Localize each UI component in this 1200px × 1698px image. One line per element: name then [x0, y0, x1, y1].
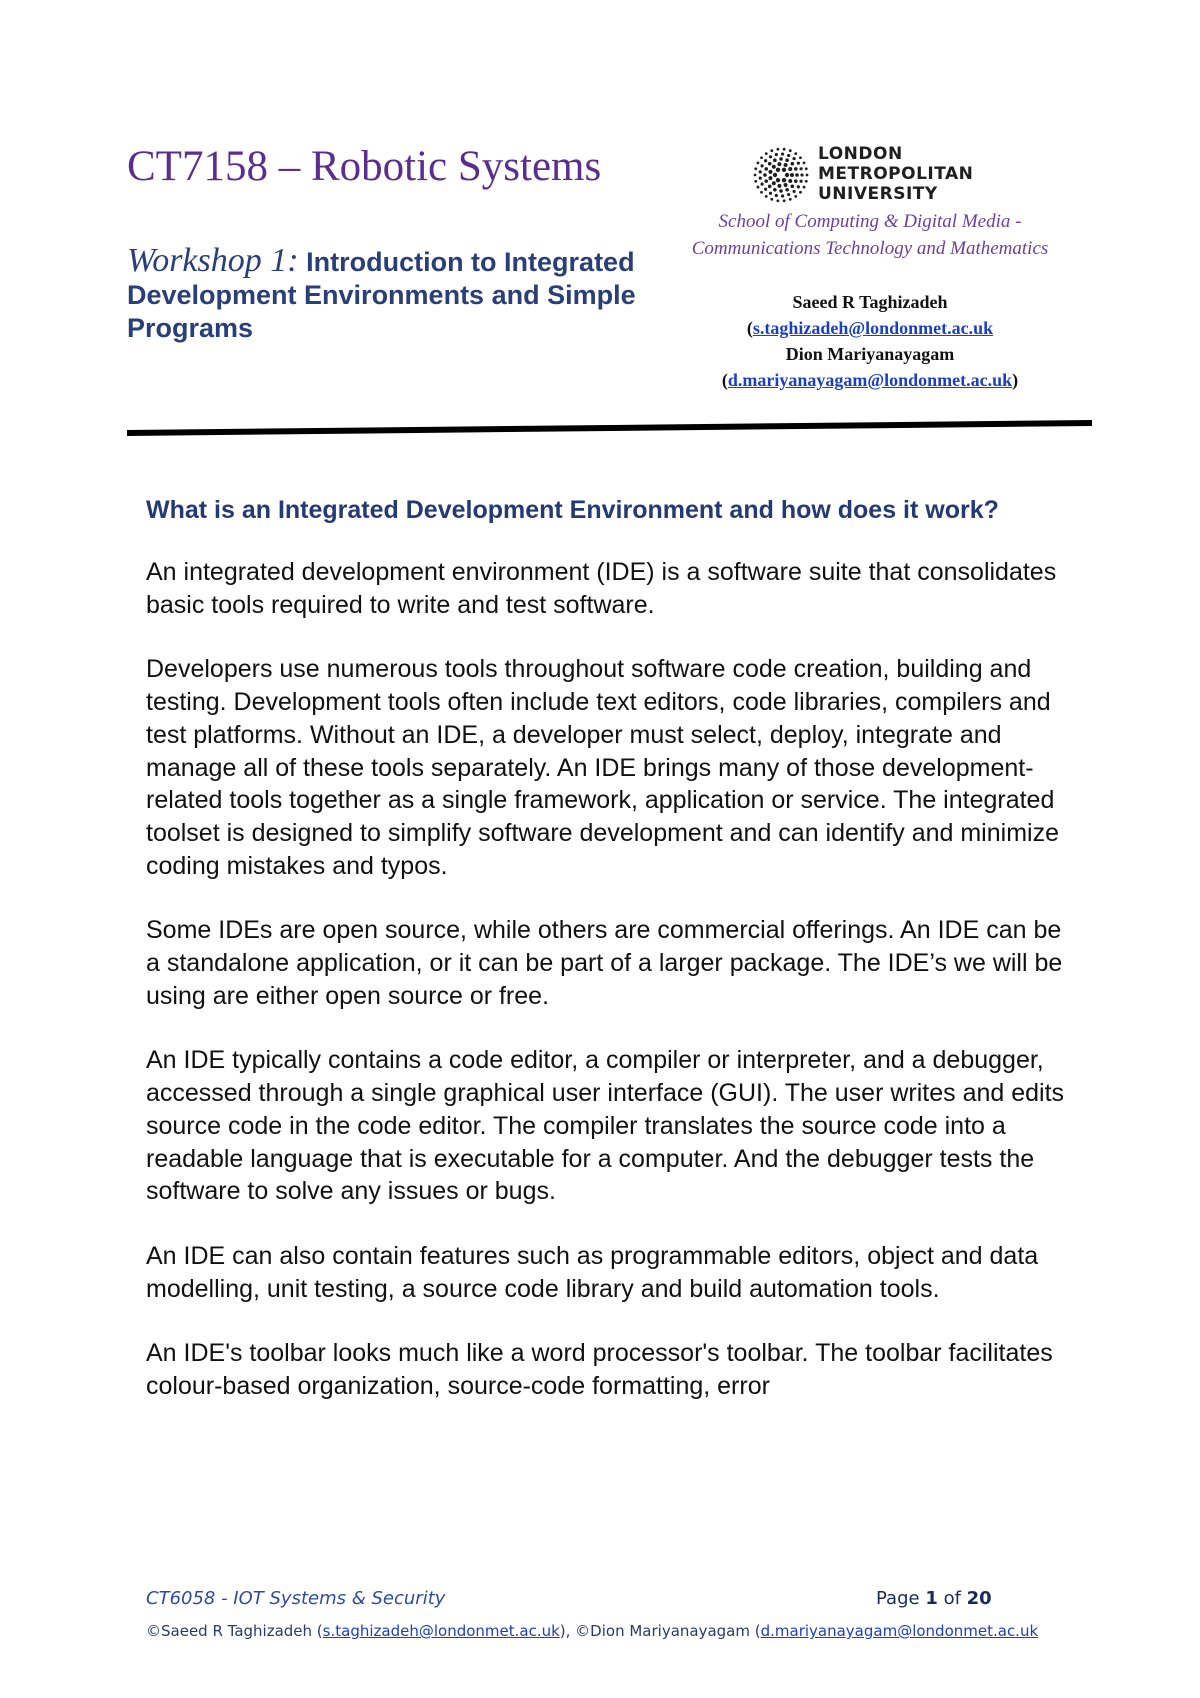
workshop-label: Workshop 1: [127, 242, 299, 279]
page-total: 20 [966, 1588, 992, 1609]
paragraph-4: An IDE typically contains a code editor, a compiler or interpreter, and a debugger, accessed through a single graphical user interface (GUI). The user writes and edits source code in the code editor. The compiler translates the source code into a readable language that is executable for a computer. And the debugger tests the software to solve any issues or bugs. [146, 1046, 1065, 1206]
paragraph-6: An IDE's toolbar looks much like a word processor's toolbar. The toolbar facilitates colour-based organization, source-code formatting, error [146, 1339, 1053, 1401]
university-logo-text [818, 144, 973, 204]
footer-email-1-link[interactable]: s.taghizadeh@londonmet.ac.uk [322, 1622, 560, 1640]
author-1-email-link[interactable]: s.taghizadeh@londonmet.ac.uk [752, 318, 994, 338]
header-divider [127, 418, 1092, 438]
footer-email-2-link[interactable]: d.mariyanayagam@londonmet.ac.uk [760, 1622, 1039, 1640]
workshop-title [127, 244, 647, 345]
paragraph-3: Some IDEs are open source, while others are commercial offerings. An IDE can be a standalone application, or it can be part of a larger package. The IDE’s we will be using are either open source or free. [146, 916, 1063, 1010]
paragraph-5: An IDE can also contain features such as programmable editors, object and data modelling, unit testing, a source code library and build automation tools. [146, 1241, 1039, 1303]
page-of: of [937, 1588, 967, 1609]
author-2-name: Dion Mariyanayagam [785, 344, 955, 364]
authors-block [650, 289, 1090, 393]
author-2-email-link[interactable]: d.mariyanayagam@londonmet.ac.uk [727, 370, 1013, 390]
page-footer [146, 1588, 1046, 1640]
footer-course: CT6058 - IOT Systems & Security [146, 1588, 446, 1609]
page-number [876, 1588, 992, 1609]
author-2-open-paren: ( [721, 370, 728, 390]
author-1-name: Saeed R Taghizadeh [792, 292, 948, 312]
page-current: 1 [925, 1588, 938, 1609]
copyright-separator: ), ©Dion Mariyanayagam ( [559, 1622, 761, 1640]
school-line-2: Communications Technology and Mathematics [691, 238, 1049, 259]
author-2-close-paren: ) [1012, 370, 1019, 390]
workshop-title-text: Introduction to Integrated Development Environments and Simple Programs [127, 247, 636, 343]
footer-copyright [146, 1622, 1046, 1640]
paragraph-1: An integrated development environment (IDE) is a software suite that consolidates basic tools required to write and test software. [146, 558, 1057, 619]
school-name [650, 208, 1090, 262]
logo-line-1: LONDON [818, 144, 903, 164]
university-logo [752, 144, 992, 206]
school-line-1: School of Computing & Digital Media - [718, 211, 1022, 232]
logo-line-3: UNIVERSITY [818, 184, 938, 204]
copyright-author-1: ©Saeed R Taghizadeh ( [146, 1622, 323, 1640]
author-1-open-paren: ( [746, 318, 753, 338]
section-heading: What is an Integrated Development Environment and how does it work? [146, 496, 999, 524]
main-content [146, 494, 1076, 1435]
course-title: CT7158 – Robotic Systems [127, 143, 602, 190]
dotted-circle-logo-icon [752, 146, 810, 204]
page-prefix: Page [876, 1588, 926, 1609]
paragraph-2: Developers use numerous tools throughout software code creation, building and testing. Development tools often include text editors, code libraries, compilers and test platforms. Without an IDE, a developer must select, deploy, integrate and manage all of these tools separately. An IDE brings many of those development-related tools together as a single framework, application or service. The integrated toolset is designed to simplify software development and can identify and minimize coding mistakes and typos. [146, 655, 1059, 880]
logo-line-2: METROPOLITAN [818, 164, 974, 184]
